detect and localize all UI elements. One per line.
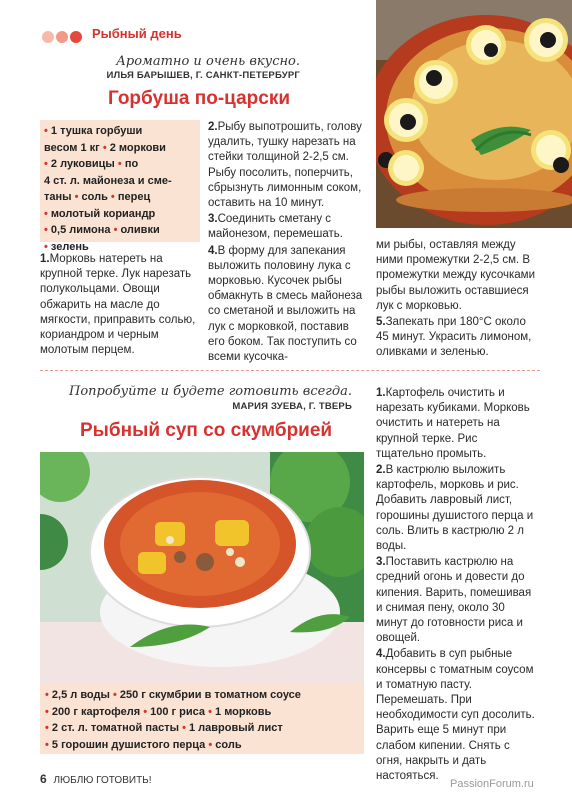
- recipe1-steps-col1: [40, 252, 200, 359]
- recipe2-author: МАРИЯ ЗУЕВА, Г. ТВЕРЬ: [232, 401, 352, 412]
- ingredient-item: 100 г риса: [150, 705, 206, 718]
- step: 3.Поставить кастрюлю на средний огонь и довести до кипения. Варить, помешивая и снимая пену, около 30 минут до готовности риса и овощей.: [376, 556, 532, 645]
- ingredient-line: [44, 173, 196, 190]
- dot-mid: [56, 31, 68, 43]
- step: 4.Добавить в суп рыбные консервы с томатным соусом и томатную пасту. Перемешать. При необходимости суп досолить. Варить еще 5 минут при слабом кипении. Снять с огня, накрыть и дать настояться.: [376, 648, 535, 783]
- ingredient-item: 2 ст. л. томатной пасты: [51, 722, 180, 734]
- watermark: PassionForum.ru: [450, 778, 534, 790]
- ingredient-item: соль: [81, 191, 108, 203]
- ingredient-item: 1 лавровый лист: [189, 722, 283, 734]
- step: 2.Рыбу выпотрошить, голову удалить, тушку нарезать на стейки толщиной 2-2,5 см. Рыбу посолить, поперчить, сбрызнуть лимонным соком, оставить на 10 минут.: [208, 121, 362, 210]
- section-dots: [42, 28, 84, 46]
- page-footer: [40, 772, 152, 786]
- section-label: Рыбный день: [92, 26, 182, 41]
- ingredient-line: весом 1 кг • 2 моркови: [44, 141, 166, 154]
- magazine-name: ЛЮБЛЮ ГОТОВИТЬ!: [53, 775, 152, 786]
- ingredient-item: соль: [215, 738, 242, 751]
- ingredient-line: • молотый кориандр: [44, 207, 156, 220]
- dot-light: [42, 31, 54, 43]
- ingredient-item: 2,5 л воды: [51, 689, 110, 701]
- ingredient-item: зелень: [50, 240, 89, 253]
- fish-soup-photo: [40, 452, 364, 684]
- ingredient-item: таны: [44, 191, 72, 203]
- ingredient-item: 2 луковицы: [50, 158, 115, 170]
- ingredient-line: • зелень: [44, 240, 89, 253]
- ingredient-item: 250 г скумбрии в томатном соусе: [119, 689, 301, 701]
- ingredient-item: молотый кориандр: [50, 207, 156, 220]
- ingredient-line: • 2 луковицы • по: [44, 158, 139, 170]
- recipe1-ingredients: [40, 120, 200, 253]
- ingredient-line: • 0,5 лимона • оливки: [44, 224, 160, 236]
- dot-dark: [70, 31, 82, 43]
- ingredient-line: • 2 ст. л. томатной пасты • 1 лавровый лист: [45, 722, 283, 734]
- step: ми рыбы, оставляя между ними промежутки 2-2,5 см. В промежутки между кусочками рыбы выложить оставшиеся лук с морковью.: [376, 239, 536, 312]
- recipe1-steps-col3: [376, 238, 536, 362]
- step: 5.Запекать при 180°С около 45 минут. Украсить лимоном, оливками и зеленью.: [376, 316, 532, 359]
- ingredient-line: таны • соль • перец: [44, 191, 151, 203]
- step: 4.В форму для запекания выложить половину лука с морковью. Кусочек рыбы обмакнуть в смесь майонеза со сметаной и выложить на лук с морковкой, поставив его боком. Так поступить со всеми кусочка-: [208, 244, 363, 364]
- step: 1.Картофель очистить и нарезать кубиками. Морковь очистить и натереть на крупной терке. Рис тщательно промыть.: [376, 387, 530, 460]
- page-number: 6: [40, 772, 47, 786]
- ingredient-item: оливки: [120, 224, 160, 236]
- ingredient-item: 5 горошин душистого перца: [51, 738, 206, 751]
- recipe1-steps-col2: [208, 120, 368, 366]
- ingredient-item: 2 моркови: [109, 141, 166, 154]
- step: 1.Морковь натереть на крупной терке. Лук нарезать полукольцами. Овощи обжарить на масле до мягкости, приправить солью, кориандром и черным молотым перцем.: [40, 253, 196, 357]
- ingredient-item: 0,5 лимона: [50, 224, 111, 236]
- recipe1-tagline: Ароматно и очень вкусно.: [116, 54, 300, 69]
- ingredient-item: 1 тушка горбуши: [50, 125, 143, 137]
- section-divider: [40, 370, 540, 371]
- ingredient-line: • 5 горошин душистого перца • соль: [45, 738, 242, 751]
- recipe2-ingredients: [40, 684, 364, 754]
- ingredient-item: 1 морковь: [215, 705, 272, 718]
- step: 2.В кастрюлю выложить картофель, морковь и рис. Добавить лавровый лист, горошины душистого перца и соль. Влить в кастрюлю 2 л воды.: [376, 464, 534, 553]
- ingredient-item: по: [124, 158, 139, 170]
- recipe2-steps: [376, 386, 536, 785]
- ingredient-item: 200 г картофеля: [51, 705, 141, 718]
- ingredient-item: весом 1 кг: [44, 141, 100, 154]
- step: 3.Соединить сметану с майонезом, перемешать.: [208, 213, 343, 241]
- ingredient-line: • 1 тушка горбуши: [44, 125, 143, 137]
- ingredient-line: • 200 г картофеля • 100 г риса • 1 морковь: [45, 705, 272, 718]
- recipe1-author: ИЛЬЯ БАРЫШЕВ, Г. САНКТ-ПЕТЕРБУРГ: [106, 70, 300, 81]
- ingredient-item: 4 ст. л. майонеза и сме-: [44, 174, 172, 187]
- recipe2-title: Рыбный суп со скумбрией: [80, 420, 333, 441]
- recipe1-title: Горбуша по-царски: [108, 88, 291, 109]
- ingredient-item: перец: [117, 191, 151, 203]
- ingredient-line: • 2,5 л воды • 250 г скумбрии в томатном соусе: [45, 689, 301, 701]
- recipe2-tagline: Попробуйте и будете готовить всегда.: [68, 384, 352, 399]
- baked-fish-photo: [376, 0, 572, 228]
